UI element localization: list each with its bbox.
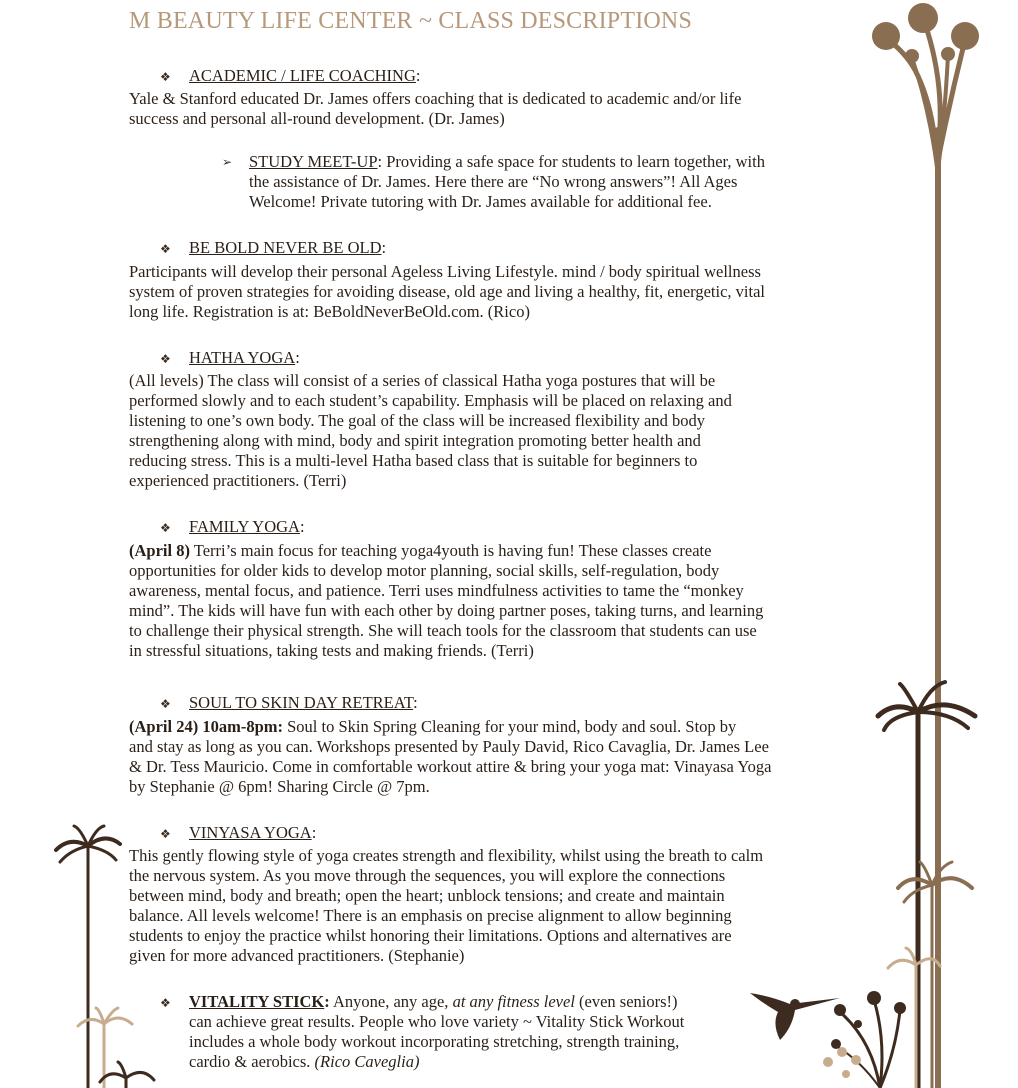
- academic-heading: [189, 66, 420, 86]
- seed-pod: [905, 49, 919, 63]
- soul-heading-text: SOUL TO SKIN DAY RETREAT: [189, 693, 414, 712]
- bud-light: [823, 1057, 833, 1067]
- hatha-heading: [189, 348, 300, 368]
- vitality-first-a: Anyone, any age,: [329, 992, 453, 1011]
- bud: [867, 991, 881, 1005]
- bud: [894, 1002, 906, 1014]
- study-heading: STUDY MEET-UP: [249, 152, 378, 171]
- bold-line-1: Participants will develop their personal Ageless Living Lifestyle. mind / body spiritual wellness: [129, 262, 761, 281]
- hatha-line-3: listening to one’s own body. The goal of the class will be increased flexibility and body: [129, 411, 706, 430]
- palm-right-light: [888, 948, 940, 1088]
- bud: [831, 1039, 841, 1049]
- hatha-line-1: (All levels) The class will consist of a series of classical Hatha yoga postures that will be: [129, 371, 716, 390]
- vinyasa-line-3: between mind, body and breath; open the heart; unblock tensions; and create and maintain: [129, 886, 725, 905]
- family-line-4: mind”. The kids will have fun with each other by doing partner poses, taking turns, and learning: [129, 601, 764, 620]
- page-title: M BEAUTY LIFE CENTER ~ CLASS DESCRIPTIONS: [129, 8, 693, 34]
- family-line-3: awareness, mental focus, and patience. Terri uses mindfulness activities to tame the “monkey: [129, 581, 744, 600]
- heading-punct: :: [377, 152, 383, 171]
- vitality-first-em: at any fitness level: [452, 992, 575, 1011]
- diamond-bullet-icon: ❖: [160, 352, 171, 366]
- family-date: (April 8): [129, 541, 190, 560]
- heading-punct: :: [381, 238, 387, 257]
- family-line-6: in stressful situations, taking tests and making friends. (Terri): [129, 641, 534, 660]
- hatha-heading-text: HATHA YOGA: [189, 348, 296, 367]
- study-line-1: [249, 152, 765, 172]
- vitality-line-4: [189, 1052, 419, 1072]
- bottom-cluster: [836, 1000, 900, 1088]
- seed-pod: [941, 47, 955, 61]
- seed-pod: [908, 3, 938, 33]
- study-first-text: Providing a safe space for students to learn together, with: [382, 152, 765, 171]
- bud: [854, 1020, 862, 1028]
- diamond-bullet-icon: ❖: [160, 827, 171, 841]
- hummingbird: [750, 993, 840, 1040]
- vinyasa-heading-text: VINYASA YOGA: [189, 823, 312, 842]
- family-first-text: Terri’s main focus for teaching yoga4youth is having fun! These classes create: [189, 541, 712, 560]
- seed-pod: [951, 22, 979, 50]
- soul-line-4: by Stephanie @ 6pm! Sharing Circle @ 7pm.: [129, 777, 430, 796]
- vitality-last-a: cardio & aerobics.: [189, 1052, 315, 1071]
- heading-punct: :: [295, 348, 300, 367]
- academic-heading-text: ACADEMIC / LIFE COACHING: [189, 66, 416, 85]
- bud-light: [851, 1055, 861, 1065]
- vinyasa-line-4: balance. All levels welcome! There is an emphasis on precise alignment to allow beginning: [129, 906, 732, 925]
- hatha-line-2: performed slowly and to each student’s capability. Emphasis will be placed on relaxing and: [129, 391, 732, 410]
- study-line-2: the assistance of Dr. James. Here there are “No wrong answers”! All Ages: [249, 172, 738, 191]
- palm-left-small: [100, 1062, 154, 1088]
- vinyasa-line-6: given for more advanced practitioners. (Stephanie): [129, 946, 465, 965]
- hatha-line-4: strengthening along with mind, body and spirit integration promoting better health and: [129, 431, 701, 450]
- vitality-first-b: (even seniors!): [574, 992, 678, 1011]
- bud-light: [842, 1070, 850, 1078]
- family-heading: [189, 517, 305, 537]
- vinyasa-line-2: the nervous system. As you move through the sequences, you will explore the connections: [129, 866, 726, 885]
- vitality-line-3: includes a whole body workout incorporating stretching, strength training,: [189, 1032, 680, 1051]
- heading-punct: :: [415, 66, 421, 85]
- academic-line-1: Yale & Stanford educated Dr. James offers coaching that is dedicated to academic and/or life: [129, 89, 742, 108]
- hatha-line-5: reducing stress. This is a multi-level Hatha based class that is suitable for beginners to: [129, 451, 698, 470]
- heading-punct: :: [324, 992, 330, 1011]
- bold-heading-text: BE BOLD NEVER BE OLD: [189, 238, 382, 257]
- soul-line-3: & Dr. Tess Mauricio. Come in comfortable workout attire & bring your yoga mat: Vinayasa Yoga: [129, 757, 772, 776]
- hatha-line-6: experienced practitioners. (Terri): [129, 471, 347, 490]
- diamond-bullet-icon: ❖: [160, 996, 171, 1010]
- palm-right-dark: [878, 682, 975, 1088]
- seed-pod: [872, 22, 900, 50]
- family-line-2: opportunities for older kids to develop motor planning, social skills, self-regulation, body: [129, 561, 720, 580]
- heading-punct: :: [311, 823, 317, 842]
- diamond-bullet-icon: ❖: [160, 521, 171, 535]
- vinyasa-line-5: students to enjoy the practice whilst honoring their limitations. Options and alternatives are: [129, 926, 732, 945]
- study-line-3: Welcome! Private tutoring with Dr. James available for additional fee.: [249, 192, 712, 211]
- diamond-bullet-icon: ❖: [160, 697, 171, 711]
- soul-line-1: [129, 717, 736, 737]
- family-heading-text: FAMILY YOGA: [189, 517, 300, 536]
- diamond-bullet-icon: ❖: [160, 70, 171, 84]
- family-line-5: to challenge their physical strength. She will teach tools for the classroom that students can use: [129, 621, 757, 640]
- heading-punct: :: [299, 517, 305, 536]
- vitality-heading: VITALITY STICK: [189, 992, 325, 1011]
- family-line-1: [129, 541, 711, 561]
- palm-left-dark: [56, 826, 120, 1088]
- bold-heading: [189, 238, 386, 258]
- vitality-last-em: (Rico Caveglia): [314, 1052, 420, 1071]
- soul-heading: [189, 693, 418, 713]
- soul-date: (April 24) 10am-8pm:: [129, 717, 283, 736]
- bud-light: [837, 1047, 847, 1057]
- vinyasa-heading: [189, 823, 316, 843]
- soul-line-2: and stay as long as you can. Workshops presented by Pauly David, Rico Cavaglia, Dr. James Lee: [129, 737, 769, 756]
- heading-punct: :: [413, 693, 418, 712]
- bold-line-3: long life. Registration is at: BeBoldNeverBeOld.com. (Rico): [129, 302, 530, 321]
- vitality-line-1: [189, 992, 678, 1012]
- palm-right-mid: [898, 862, 972, 1088]
- vinyasa-line-1: This gently flowing style of yoga creates strength and flexibility, whilst using the breath to calm: [129, 846, 764, 865]
- bud: [834, 1004, 846, 1016]
- bold-line-2: system of proven strategies for avoiding disease, old age and living a healthy, fit, energetic, vital: [129, 282, 765, 301]
- diamond-bullet-icon: ❖: [160, 242, 171, 256]
- palm-left-light: [78, 1008, 132, 1088]
- academic-line-2: success and personal all-round development. (Dr. James): [129, 109, 505, 128]
- seed-head-plant: [886, 18, 965, 1088]
- vitality-line-2: can achieve great results. People who love variety ~ Vitality Stick Workout: [189, 1012, 685, 1031]
- soul-first-text: Soul to Skin Spring Cleaning for your mind, body and soul. Stop by: [282, 717, 737, 736]
- arrow-bullet-icon: ➢: [222, 155, 233, 169]
